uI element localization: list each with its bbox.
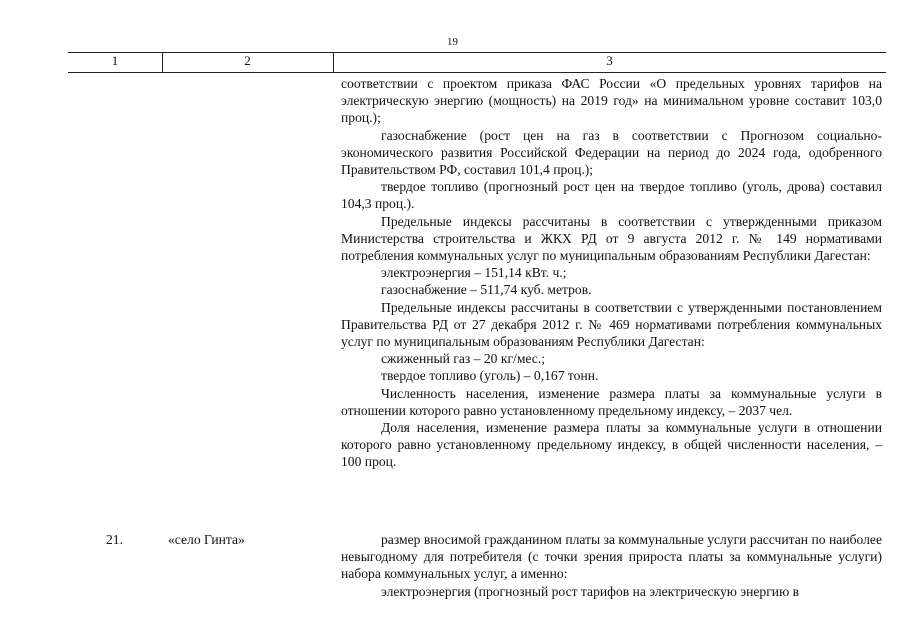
paragraph: электроэнергия (прогнозный рост тарифов на электрическую энергию в [381,583,800,599]
paragraph: Предельные индексы рассчитаны в соответствии с утвержденными приказом Министерства строительства и ЖКХ РД от 9 августа 2012 г. № 149 нормативами потребления коммунальных услуг по муниципальным образованиям Республики Дагестан: [341,213,882,264]
paragraph: газоснабжение – 511,74 куб. метров. [381,282,592,298]
row-21-settlement-name: «село Гинта» [168,532,245,547]
paragraph: твердое топливо (уголь) – 0,167 тонн. [381,368,599,384]
paragraph: Доля населения, изменение размера платы за коммунальные услуги в отношении которого равно установленному предельному индексу, в общей численности населения, – 100 проц. [341,420,882,470]
row-20-description [341,75,882,471]
paragraph: Численность населения, изменение размера платы за коммунальные услуги в отношении которого равно установленному предельному индексу, – 2037 чел. [341,385,882,418]
column-header-1: 1 [111,53,119,68]
paragraph: электроэнергия – 151,14 кВт. ч.; [381,265,567,281]
row-21-number: 21. [106,532,123,547]
paragraph: сжиженный газ – 20 кг/мес.; [381,351,546,367]
column-header-2: 2 [244,53,251,68]
row-21-description [341,531,882,600]
page-number: 19 [447,36,458,48]
paragraph: газоснабжение (рост цен на газ в соответствии с Прогнозом социально-экономического развития Российской Федерации на период до 2024 года, одобренного Правительством РФ, составил 101,4 проц.); [341,127,882,178]
paragraph: соответствии с проектом приказа ФАС России «О предельных уровнях тарифов на электрическую энергию (мощность) на 2019 год» на минимальном уровне составит 103,0 проц.); [341,76,882,126]
table-header-bottom-rule [68,72,886,73]
paragraph: размер вносимой гражданином платы за коммунальные услуги рассчитан по наиболее невыгодному для потребителя (с точки зрения прироста платы за коммунальные услуги) набора коммунальных услуг, а именно: [341,532,882,582]
paragraph: твердое топливо (прогнозный рост цен на твердое топливо (уголь, дрова) составил 104,3 проц.). [341,179,882,212]
paragraph: Предельные индексы рассчитаны в соответствии с утвержденными постановлением Правительства РД от 27 декабря 2012 г. № 469 нормативами потребления коммунальных услуг по муниципальным образованиям Республики Дагестан: [341,299,882,350]
column-header-3: 3 [606,53,613,68]
